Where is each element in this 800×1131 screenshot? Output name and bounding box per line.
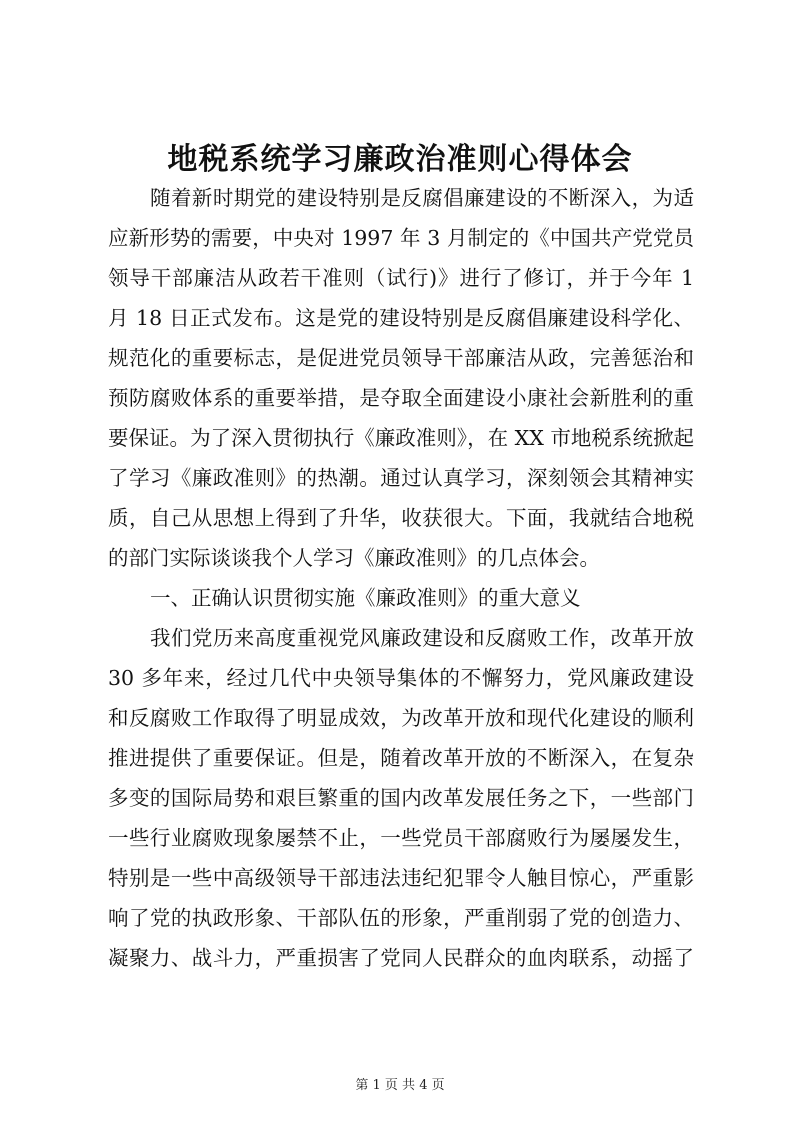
page-footer: 第 1 页 共 4 页 (355, 1078, 445, 1093)
paragraph-line: 随着新时期党的建设特别是反腐倡廉建设的不断深入，为适 (150, 186, 694, 210)
paragraph-line: 应新形势的需要，中央对 1997 年 3 月制定的《中国共产党党员 (108, 226, 694, 250)
document-body (108, 178, 694, 978)
paragraph-line: 和反腐败工作取得了明显成效，为改革开放和现代化建设的顺利 (108, 706, 694, 730)
paragraph-line: 凝聚力、战斗力，严重损害了党同人民群众的血肉联系，动摇了 (108, 946, 694, 970)
paragraph-line: 我们党历来高度重视党风廉政建设和反腐败工作，改革开放 (150, 626, 694, 650)
paragraph-line: 多变的国际局势和艰巨繁重的国内改革发展任务之下，一些部门 (108, 786, 694, 810)
paragraph-line: 月 18 日正式发布。这是党的建设特别是反腐倡廉建设科学化、 (108, 306, 694, 330)
paragraph-line: 特别是一些中高级领导干部违法违纪犯罪令人触目惊心，严重影 (108, 866, 694, 890)
paragraph-line: 要保证。为了深入贯彻执行《廉政准则》，在 XX 市地税系统掀起 (108, 426, 694, 450)
section-heading: 一、正确认识贯彻实施《廉政准则》的重大意义 (150, 586, 581, 610)
paragraph-line: 30 多年来，经过几代中央领导集体的不懈努力，党风廉政建设 (108, 666, 694, 690)
paragraph-line: 推进提供了重要保证。但是，随着改革开放的不断深入，在复杂 (108, 746, 694, 770)
paragraph-line: 预防腐败体系的重要举措，是夺取全面建设小康社会新胜利的重 (108, 386, 694, 410)
paragraph-line: 的部门实际谈谈我个人学习《廉政准则》的几点体会。 (108, 546, 600, 570)
paragraph-line: 质，自己从思想上得到了升华，收获很大。下面，我就结合地税 (108, 506, 694, 530)
document-title: 地税系统学习廉政治准则心得体会 (167, 142, 633, 177)
paragraph-line: 领导干部廉洁从政若干准则（试行)》进行了修订，并于今年 1 (108, 266, 694, 290)
paragraph-line: 一些行业腐败现象屡禁不止，一些党员干部腐败行为屡屡发生， (108, 826, 694, 850)
paragraph-line: 了学习《廉政准则》的热潮。通过认真学习，深刻领会其精神实 (108, 466, 694, 490)
paragraph-line: 规范化的重要标志，是促进党员领导干部廉洁从政，完善惩治和 (108, 346, 694, 370)
paragraph-line: 响了党的执政形象、干部队伍的形象，严重削弱了党的创造力、 (108, 906, 694, 930)
